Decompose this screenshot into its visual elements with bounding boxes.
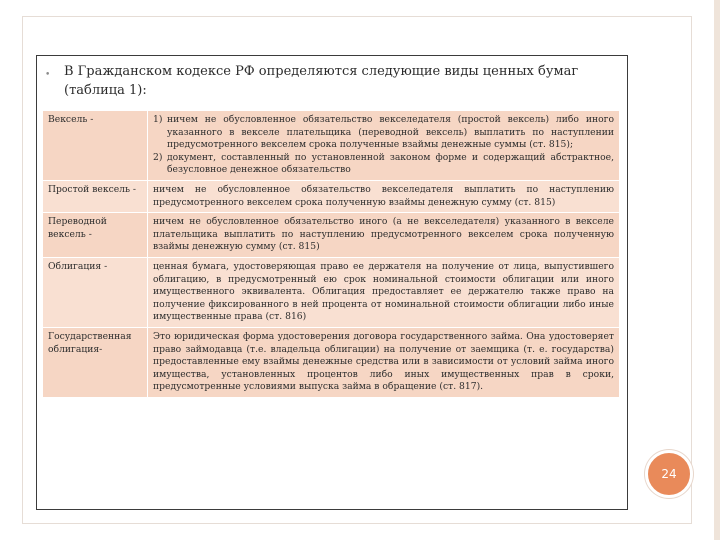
list-item xyxy=(153,152,614,177)
table-row xyxy=(43,180,620,212)
table-row xyxy=(43,213,620,258)
slide-heading: В Гражданском кодексе РФ определяются следующие виды ценных бумаг (таблица 1): xyxy=(64,64,579,98)
list-item-number: 2) xyxy=(153,151,163,163)
definition-cell: ценная бумага, удостоверяющая право ее держателя на получение от лица, выпустившего облигацию, в предусмотренный ею срок номинальной стоимости облигации или иного имущественного эквивалента. Облигация предоставляет ее держателю также право на получение фиксированного в ней процента от номинальной стоимости облигации либо иные имущественные права (ст. 816) xyxy=(148,257,620,327)
table-row xyxy=(43,111,620,181)
term-cell: Облигация - xyxy=(43,257,148,327)
list-item-number: 1) xyxy=(153,114,163,125)
definition-cell xyxy=(148,111,620,181)
term-cell: Переводной вексель - xyxy=(43,213,148,258)
table-row xyxy=(43,327,620,397)
list-item-text: документ, составленный по установленной законом форме и содержащий абстрактное, безусловное денежное обязательство xyxy=(167,151,614,176)
definition-cell: ничем не обусловленное обязательство векселедателя выплатить по наступлению предусмотренного векселем срока полученную взаймы денежную сумму (ст. 815) xyxy=(148,180,620,212)
term-cell: Государственная облигация- xyxy=(43,327,148,397)
list-item xyxy=(153,114,614,152)
term-cell: Простой вексель - xyxy=(43,180,148,212)
definition-cell: ничем не обусловленное обязательство иного (а не векселедателя) указанного в векселе плательщика выплатить по наступлению предусмотренного векселем срока полученную взаймы денежную сумму (ст. 815) xyxy=(148,213,620,258)
table-row xyxy=(43,257,620,327)
page-number-badge: 24 xyxy=(645,450,693,498)
securities-table xyxy=(42,110,620,398)
term-cell: Вексель - xyxy=(43,111,148,181)
definition-list xyxy=(153,114,614,177)
definition-cell: Это юридическая форма удостоверения договора государственного займа. Она удостоверяет право займодавца (т.е. владельца облигации) на получение от заемщика (т. е. государства) предоставленные ему взаймы денежные средства или в зависимости от условий займа иного имущества, установленных процентов либо иных имущественных прав в сроки, предусмотренные условиями выпуска займа в обращение (ст. 817). xyxy=(148,327,620,397)
slide-side-border xyxy=(714,0,720,540)
list-item-text: ничем не обусловленное обязательство векселедателя (простой вексель) либо иного указанного в векселе плательщика (переводной вексель) выплатить по наступлении предусмотренного векселем срока полученные взаймы денежные суммы (ст. 815); xyxy=(167,114,614,151)
bullet-icon: • xyxy=(45,70,51,80)
